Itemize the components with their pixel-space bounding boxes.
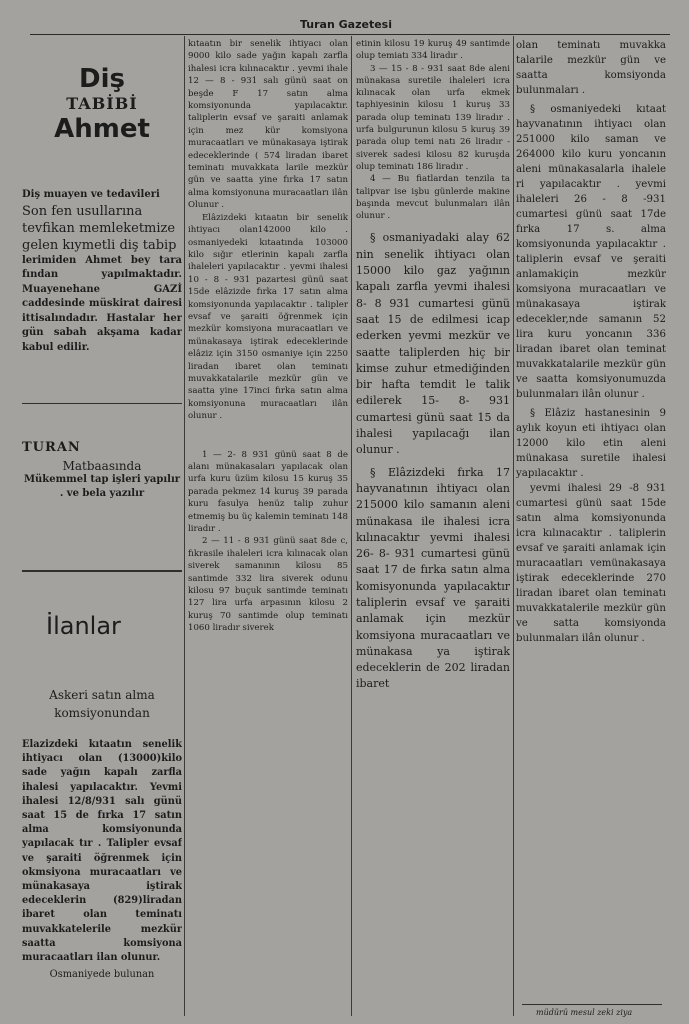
askeri-line2: komsiyonundan	[54, 706, 150, 720]
turan-heading: TURAN	[22, 440, 81, 455]
dentist-ad-rest: lerimiden Ahmet bey tara fından yapılmaktadır. Muayenehane GAZİ caddesinde müskirat dairesi ittisalındadır. Hastalar her gün sabah akşama kadar kabul edilir.	[22, 254, 182, 353]
turan-print-ad	[22, 441, 182, 501]
notice-paragraph: 1 — 2- 8 931 günü saat 8 de alanı münakasaları yapılacak olan urfa kuru üzüm kilosu 15 kuruş 35 parada pekmez 14 kuruş 39 parada kuru fasulya henüz talip zuhur etmemiş bu üç kalemin teminatı 148 liradır .	[188, 449, 348, 535]
notice-paragraph: etinin kilosu 19 kuruş 49 santimde olup temiatı 334 liradır .	[356, 39, 510, 62]
notice-last-line: Osmaniyede bulunan	[49, 969, 155, 981]
notice-paragraph: olan teminatı muvakka talarile mezkür gün ve saatta komsiyonda bulunmaları .	[516, 40, 666, 96]
signature-rule	[522, 1004, 662, 1005]
section-rule	[22, 403, 182, 404]
notice-paragraph: 4 — Bu fiatlardan tenzila ta talipvar ise işbu günlerde makine başında mevcut bulunmaları ilân olunur .	[356, 174, 510, 222]
notice-paragraph: § osmaniyadaki alay 62 nin senelik ihtiyacı olan 15000 kilo gaz yağının kapalı zarfla yevmi ihalesi 8- 8 931 cumartesi günü saat 15 de edilmesi icap ederken yevmi mezkür ve saatte taliplerden hiç bir kimse zuhur etmediğinden bir hafta temdit le talik edilerek 15- 8- 931 cumartesi günü saat 15 da ihalesi yapılacağı ilan olunur .	[356, 231, 510, 457]
notice-paragraph: kıtaatın bir senelik ihtiyacı olan 9000 kilo sade yağın kapalı zarfla ihalesi icra kılınacaktır . yevmi ihale 12 — 8 - 931 salı günü saat on beşde F 17 satın alma komsiyonunda yapılacaktır. taliplerin evsaf ve şaraiti anlamak için mez kür komsiyona muracaatları ve münakasaya iştirak edeceklerinde ( 574 liradan ibaret teminatı muvakkata larile mezkür gün ve saatta yine fırka 17 satın alma komsiyonuna muracaatları ilân Olunur .	[188, 39, 348, 211]
column-1-notice	[22, 738, 182, 982]
askeri-line1: Askeri satın alma	[49, 688, 155, 702]
dentist-ad-line2: TABİBİ	[66, 94, 138, 113]
notice-paragraph: 3 — 15 - 8 - 931 saat 8de aleni münakasa suretile ihaleleri icra kılınacak olan urfa ekmek taphiyesinin kilosu 1 kuruş 33 parada olup teminatı 139 liradır . urfa bulgurunun kilosu 5 kuruş 39 parada olup temi natı 26 liradır - siverek sadesi kilosu 82 kuruşda olup teminatı 186 liradır .	[356, 63, 510, 172]
notice-paragraph: yevmi ihalesi 29 -8 931 cumartesi günü saat 15de satın alma komsiyonunda icra kılınacaktır . taliplerin evsaf ve şaraiti anlamak için muracaatları vemünakasaya iştirak edeceklerinde 270 liradan ibaret olan teminatı muvakkatalerile mezkür gün ve satta komsiyonda bulunmaları ilân olunur .	[516, 483, 666, 644]
column-1	[22, 38, 182, 1023]
notice-paragraph: 2 — 11 - 8 931 günü saat 8de c, fıkrasile ihaleleri icra kılınacak olan siverek samanının kilosu 85 santimde 332 lira siverek odunu kilosu 97 buçuk santimde teminatı 127 lira urfa arpasının kilosu 2 kuruş 70 santimde olup teminatı 1060 liradır siverek	[188, 536, 348, 634]
column-rule	[351, 36, 352, 1016]
askeri-heading	[22, 686, 182, 722]
notice-paragraph: § osmaniyedeki kıtaat hayvanatının ihtiyacı olan 251000 kilo saman ve 264000 kilo kuru yoncanın aleni münakasalarla ihalele ri yapılacaktır . yevmi ihaleleri 26 - 8 -931 cumartesi günü saat 17de fırka 17 s. alma komsiyonunda yapılacaktır . taliplerin evsaf ve şeraiti anlamakiçin mezkür komsiyona muracaatları ve münakasaya iştirak edecekler,nde samanın 52 lira kuru yoncanın 336 liradan ibaret olan teminat muvakkatalarile mezkür gün ve saatta komsiyonumuzda bulunmaları ilân olunur .	[516, 104, 666, 400]
column-rule	[513, 36, 514, 1016]
masthead	[30, 18, 670, 35]
dentist-ad-body	[22, 188, 182, 355]
dentist-ad-large-2: tevfikan memleketmize	[22, 220, 176, 236]
newspaper-title: Turan Gazetesi	[300, 18, 392, 31]
dentist-ad-heading	[22, 64, 182, 144]
turan-line1: Matbaasında	[62, 459, 142, 473]
column-3	[356, 38, 510, 1023]
section-rule	[22, 570, 182, 572]
notice-paragraph: Elâzizdeki kıtaatın bir senelik ihtiyacı olan142000 kilo . osmaniyedeki kıtaatında 103000 kilo sığır etlerinin kapalı zarfla ihaleleri yapılacaktır . yevmi ihalesi 10 - 8 - 931 pazartesi günü saat 15de elâzizde fırka 17 satın alma komsiyonunda yapılacaktır . talipler evsaf ve şaraiti öğrenmek için mezkür komsiyona muracaatları ve münakasaya iştirak edeceklerinde elâziz için 3150 osmaniye için 2250 liradan ibaret olan teminatı muvakkatalarile mezkür gün ve saatta yine 17inci fırka satın alma komsiyonuna muracaatları ilân olunur .	[188, 212, 348, 422]
column-4	[516, 38, 666, 1023]
column-2	[188, 38, 348, 1023]
dentist-ad-line1: Diş	[79, 64, 125, 94]
dentist-ad-intro: Diş muayen ve tedavileri	[22, 189, 160, 200]
turan-line2: Mükemmel tap işleri yapılır . ve bela yazılır	[23, 474, 181, 499]
notice-paragraph: § Elâziz hastanesinin 9 aylık koyun eti ihtiyacı olan 12000 kilo etin aleni münakasa suretile ihalesi yapılacaktır .	[516, 408, 666, 479]
ilanlar-heading: İlanlar	[46, 612, 121, 640]
notice-paragraph: Elazizdeki kıtaatın senelik ihtiyacı olan (13000)kilo sade yağın kapalı zarfla ihalesi yapılacaktır. Yevmi ihalesi 12/8/931 salı günü saat 15 de fırka 17 satın alma komsiyonunda yapılacak tır . Talipler evsaf ve şaraiti öğrenmek için okmsiyona muracaatları ve münakasaya iştirak edeceklerin (829)liradan ibaret olan teminatı muvakkatelerile mezkür saatta komsiyona muracaatları ilan olunur.	[22, 739, 182, 964]
spacer	[188, 423, 348, 449]
dentist-ad-large-3: gelen kıymetli diş tabip	[22, 237, 177, 253]
dentist-ad-line3: Ahmet	[54, 114, 150, 144]
dentist-ad-large-1: Son fen usullarına	[22, 203, 143, 219]
notice-paragraph: § Elâzizdeki fırka 17 hayvanatının ihtiyacı olan 215000 kilo samanın aleni münakasa ile ihalesi icra kılınacaktır yevmi ihalesi 26- 8- 931 cumartesi günü saat 17 de fırka satın alma komisyonunda yapılacaktır taliplerin evsaf ve şaraiti anlamak için mezkür komsiyona muracaatları ve münakasa ya iştirak edeceklerin de 202 liradan ibaret	[356, 465, 510, 691]
column-rule	[184, 36, 185, 1016]
editor-signature: müdürü mesul zeki ziya	[536, 1008, 633, 1017]
